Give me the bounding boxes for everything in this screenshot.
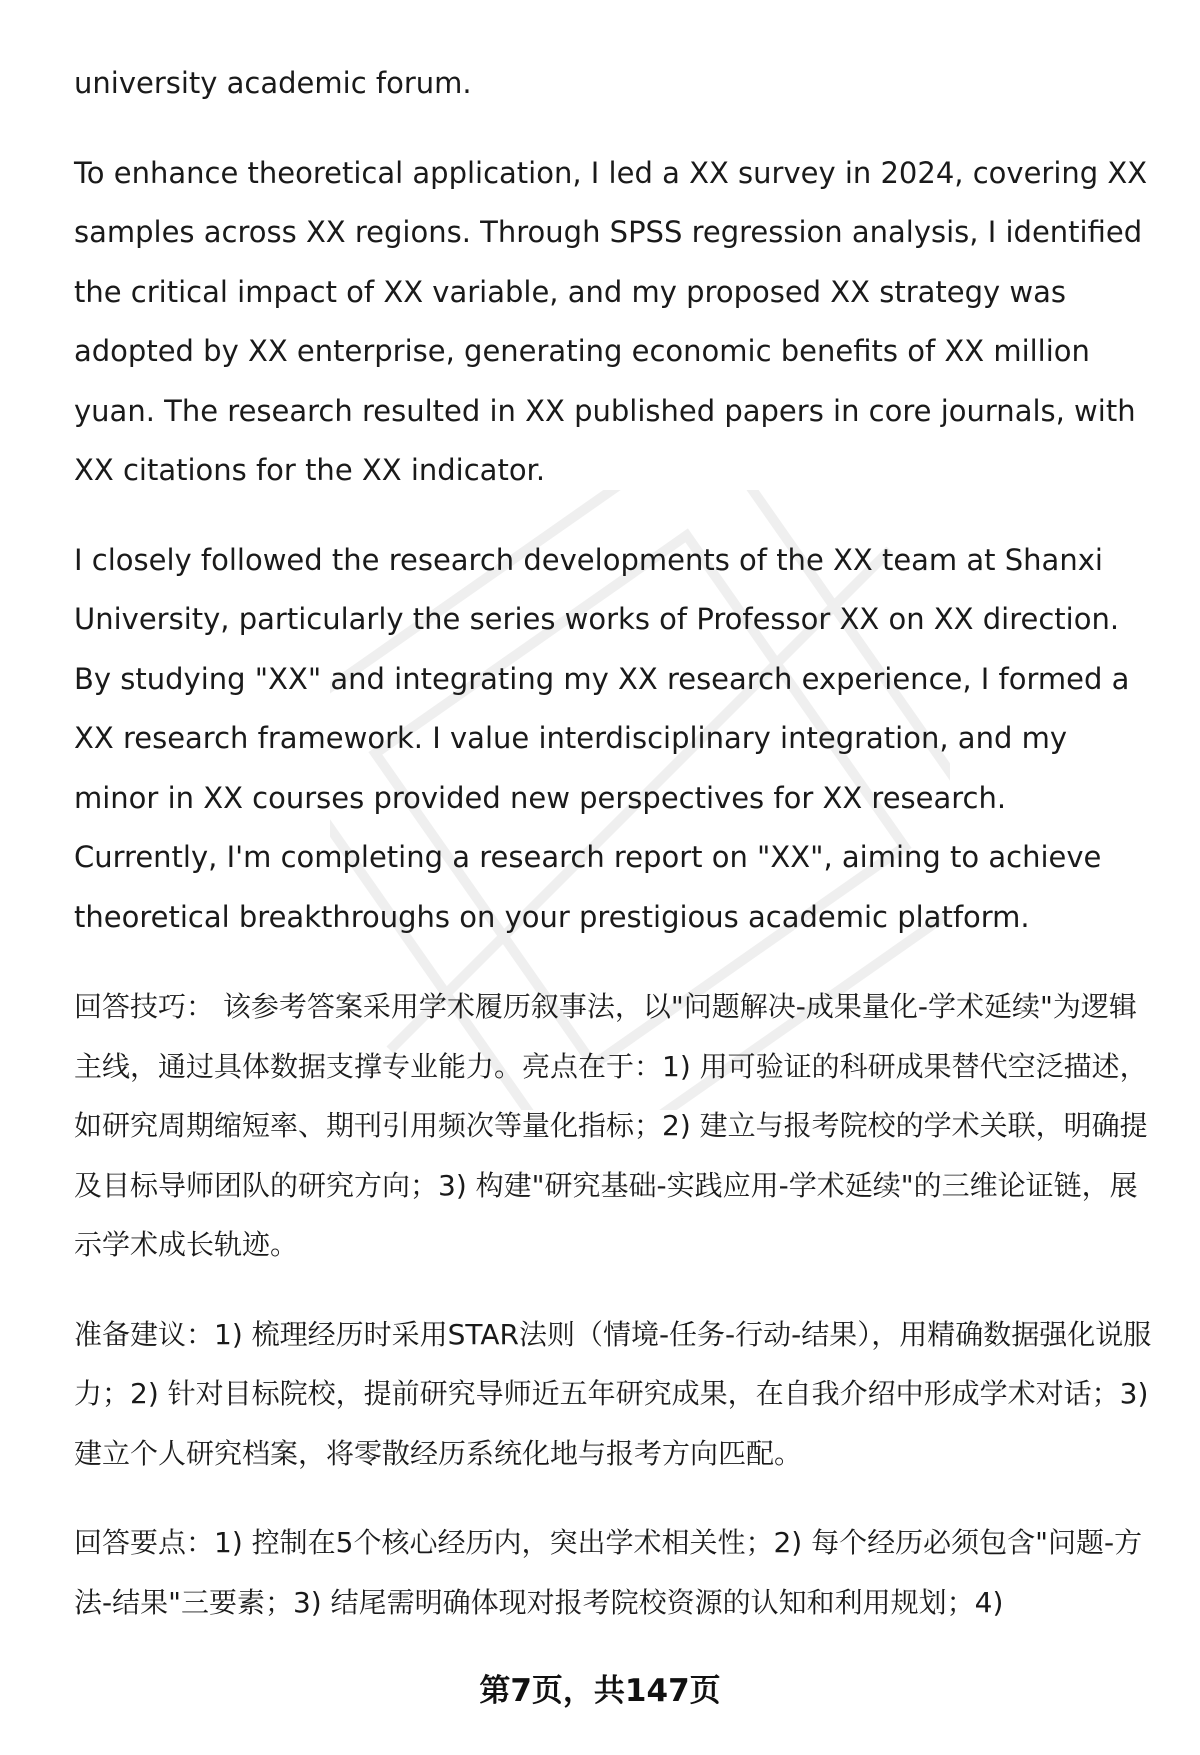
- paragraph-research-team: I closely followed the research developments of the XX team at Shanxi University, particularly the series works of Professor XX on XX direction. By studying "XX" and integrating my XX research experience, I formed a XX research framework. I value interdisciplinary integration, and my minor in XX courses provided new perspectives for XX research. Currently, I'm completing a research report on "XX", aiming to achieve theoretical breakthroughs on your prestigious academic platform.: [74, 542, 1130, 934]
- paragraph-preparation-advice: 准备建议：1) 梳理经历时采用STAR法则（情境-任务-行动-结果），用精确数据强化说服力；2) 针对目标院校，提前研究导师近五年研究成果，在自我介绍中形成学术对话；3) 建立个人研究档案，将零散经历系统化地与报考方向匹配。: [74, 1317, 1152, 1470]
- page-number: 第7页，共147页: [479, 1673, 721, 1709]
- paragraph-answer-tips: 回答技巧： 该参考答案采用学术履历叙事法，以"问题解决-成果量化-学术延续"为逻辑主线，通过具体数据支撑专业能力。亮点在于：1) 用可验证的科研成果替代空泛描述，如研究周期缩短率、期刊引用频次等量化指标；2) 建立与报考院校的学术关联，明确提及目标导师团队的研究方向；3) 构建"研究基础-实践应用-学术延续"的三维论证链，展示学术成长轨迹。: [74, 990, 1148, 1261]
- paragraph-forum: university academic forum.: [74, 66, 472, 100]
- paragraph-survey: To enhance theoretical application, I led a XX survey in 2024, covering XX samples across XX regions. Through SPSS regression analysis, I identified the critical impact of XX variable, and my proposed XX strategy was adopted by XX enterprise, generating economic benefits of XX million yuan. The research resulted in XX published papers in core journals, with XX citations for the XX indicator.: [74, 155, 1148, 487]
- document-body: [74, 54, 1154, 1662]
- paragraph-answer-points: 回答要点：1) 控制在5个核心经历内，突出学术相关性；2) 每个经历必须包含"问题-方法-结果"三要素；3) 结尾需明确体现对报考院校资源的认知和利用规划；4): [74, 1526, 1143, 1619]
